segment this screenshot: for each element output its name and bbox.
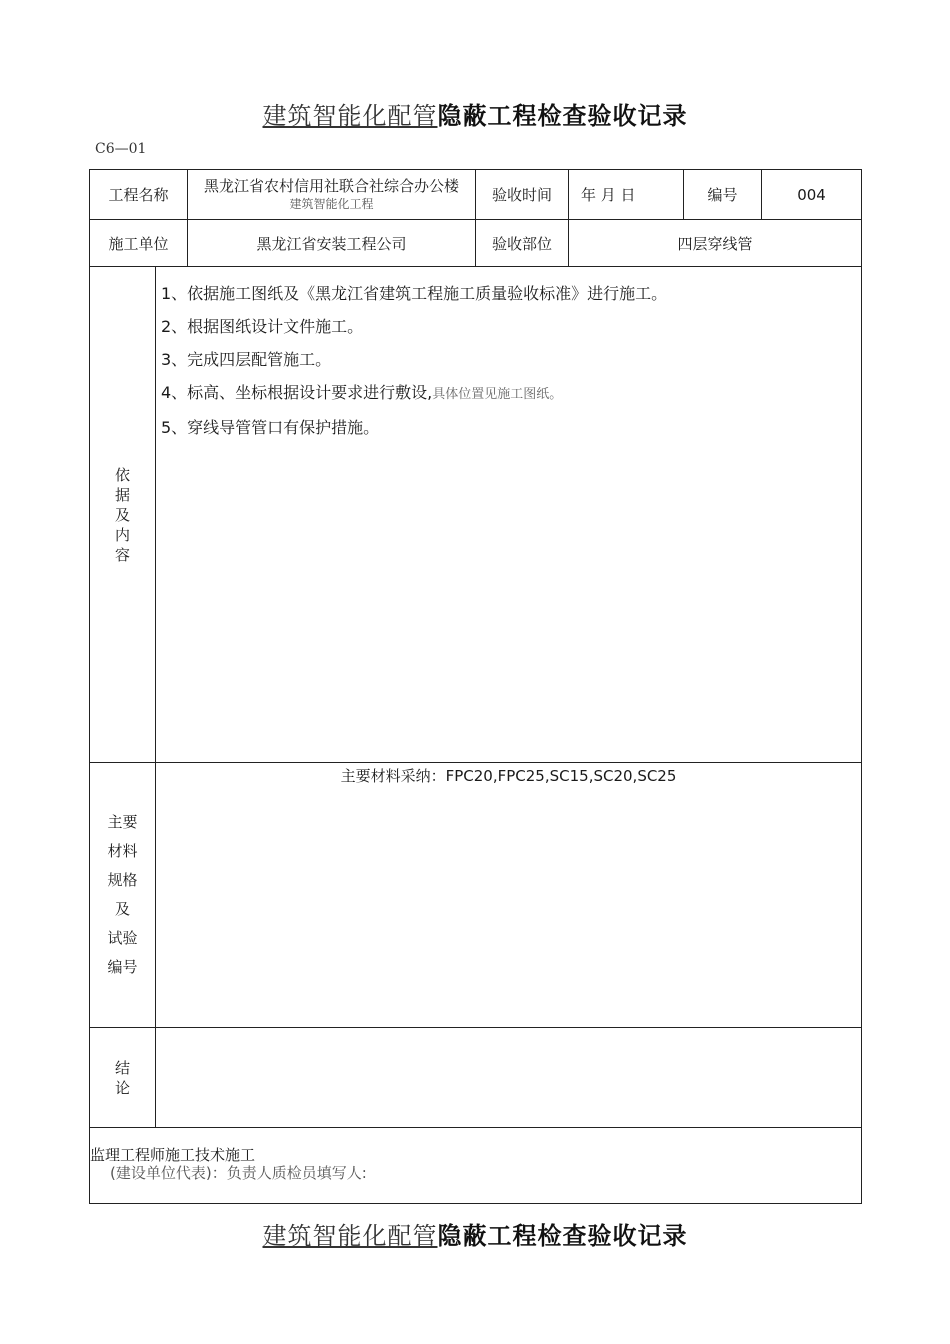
project-name-sub: 建筑智能化工程 xyxy=(289,196,374,211)
project-name-value: 黑龙江省农村信用社联合社综合办公楼 xyxy=(204,176,460,195)
row-project xyxy=(90,170,862,220)
signatures-line1: 监理工程师施工技术施工 xyxy=(90,1146,256,1164)
materials-label-line: 编号 xyxy=(107,958,138,976)
contractor-value: 黑龙江省安装工程公司 xyxy=(188,220,476,267)
project-name-label: 工程名称 xyxy=(90,170,188,220)
materials-label-line: 试验 xyxy=(107,929,138,947)
basis-label-char: 据 xyxy=(114,485,130,504)
basis-label-char: 及 xyxy=(114,505,130,524)
inspection-form-table xyxy=(89,169,862,1204)
materials-prefix: 主要材料采纳： xyxy=(340,767,446,785)
basis-label-char: 容 xyxy=(114,545,130,564)
number-value: 004 xyxy=(762,170,862,220)
conclusion-label xyxy=(90,1028,156,1128)
basis-label-char: 内 xyxy=(114,525,130,544)
footer-title xyxy=(0,1216,950,1251)
basis-item xyxy=(161,376,861,411)
basis-item-text: 4、标高、坐标根据设计要求进行敷设, xyxy=(161,383,433,402)
basis-item: 3、完成四层配管施工。 xyxy=(161,350,332,369)
contractor-label: 施工单位 xyxy=(90,220,188,267)
page-title-prefix: 建筑智能化配管 xyxy=(262,102,438,130)
row-conclusion xyxy=(90,1028,862,1128)
basis-label xyxy=(90,267,156,763)
conclusion-label-char: 论 xyxy=(114,1078,130,1097)
basis-label-char: 依 xyxy=(114,465,130,484)
row-contractor xyxy=(90,220,862,267)
footer-title-prefix: 建筑智能化配管 xyxy=(262,1222,438,1250)
conclusion-label-char: 结 xyxy=(114,1058,130,1077)
inspect-time-label: 验收时间 xyxy=(476,170,569,220)
inspection-part-value: 四层穿线管 xyxy=(569,220,862,267)
materials-label-line: 材料 xyxy=(107,842,138,860)
page-title-main: 隐蔽工程检查验收记录 xyxy=(437,102,688,130)
materials-content xyxy=(156,763,862,1028)
basis-item: 2、根据图纸设计文件施工。 xyxy=(161,317,364,336)
basis-item-tail: 具体位置见施工图纸。 xyxy=(432,387,563,402)
materials-value: FPC20,FPC25,SC15,SC20,SC25 xyxy=(445,767,677,785)
materials-label xyxy=(90,763,156,1028)
signatures-line2: (建设单位代表)：负责人质检员填写人: xyxy=(110,1164,367,1182)
page-title xyxy=(0,96,950,131)
row-signatures xyxy=(90,1128,862,1204)
inspect-time-value: 年 月 日 xyxy=(569,170,684,220)
project-name-cell xyxy=(188,170,476,220)
conclusion-value xyxy=(156,1028,862,1128)
basis-item: 1、依据施工图纸及《黑龙江省建筑工程施工质量验收标准》进行施工。 xyxy=(161,284,668,303)
materials-label-line: 规格 xyxy=(107,871,138,889)
signatures-cell xyxy=(90,1128,862,1204)
row-basis xyxy=(90,267,862,763)
footer-title-main: 隐蔽工程检查验收记录 xyxy=(437,1222,688,1250)
materials-label-line: 主要 xyxy=(107,813,138,831)
inspection-part-label: 验收部位 xyxy=(476,220,569,267)
row-materials xyxy=(90,763,862,1028)
basis-content xyxy=(156,267,862,763)
form-code: C6—01 xyxy=(95,141,147,157)
materials-label-line: 及 xyxy=(114,900,130,918)
number-label: 编号 xyxy=(684,170,762,220)
basis-item: 5、穿线导管管口有保护措施。 xyxy=(161,418,380,437)
